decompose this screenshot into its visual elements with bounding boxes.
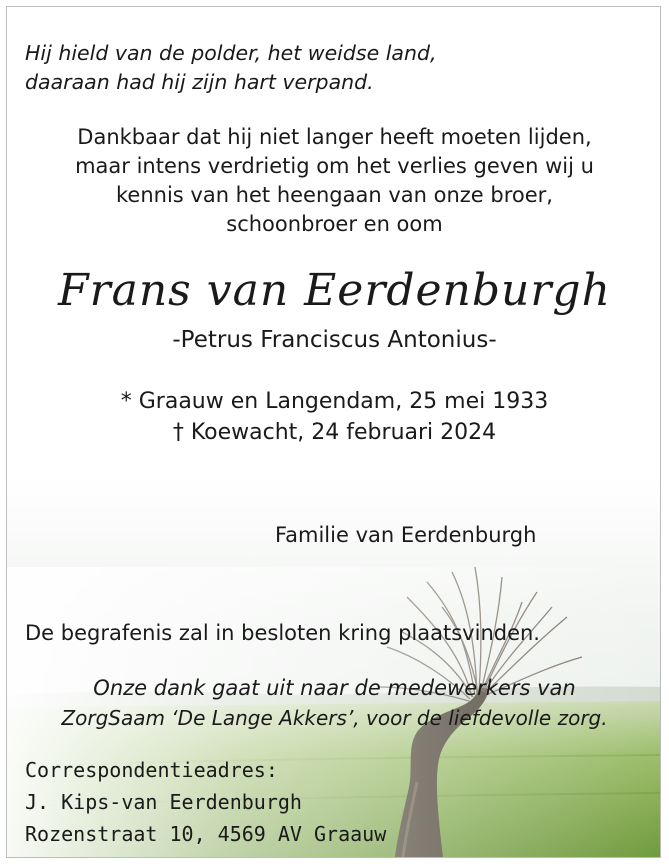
death-date: † Koewacht, 24 februari 2024 [172,420,497,445]
thanks-line-2: ZorgSaam ‘De Lange Akkers’, voor de liefdevolle zorg. [61,706,608,730]
intro-line-3: kennis van het heengaan van onze broer, [116,183,553,207]
birth-date: * Graauw en Langendam, 25 mei 1933 [120,389,549,414]
correspondence-address: Rozenstraat 10, 4569 AV Graauw [25,822,387,846]
intro-line-2: maar intens verdrietig om het verlies geven wij u [75,154,594,178]
intro-line-1: Dankbaar dat hij niet langer heeft moeten lijden, [77,125,592,149]
funeral-notice: De begrafenis zal in besloten kring plaatsvinden. [25,621,540,645]
correspondence-label: Correspondentieadres: [25,758,278,782]
deceased-name: Frans van Eerdenburgh [58,265,611,316]
poem-line-2: daaraan had hij zijn hart verpand. [25,70,374,94]
poem-line-1: Hij hield van de polder, het weidse land, [25,41,437,65]
death-notice [6,6,661,858]
intro-line-4: schoonbroer en oom [226,212,443,236]
thanks-line-1: Onze dank gaat uit naar de medewerkers van [93,676,576,700]
family-signature: Familie van Eerdenburgh [275,523,537,547]
deceased-full-name: -Petrus Franciscus Antonius- [172,327,497,353]
correspondence-name: J. Kips-van Eerdenburgh [25,790,302,814]
